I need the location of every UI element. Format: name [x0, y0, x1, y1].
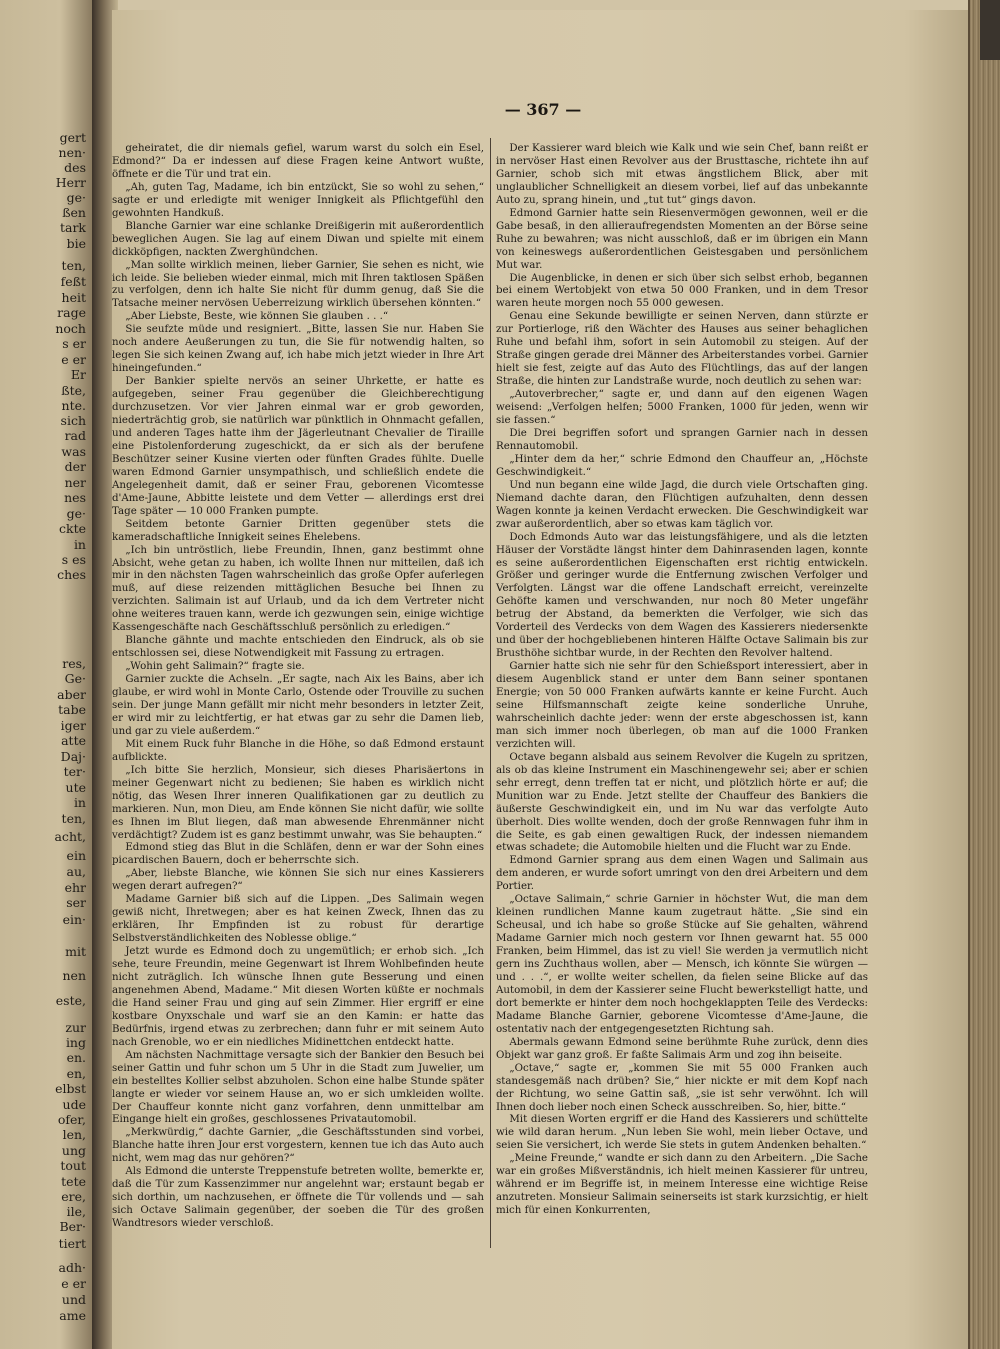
paragraph: Edmond stieg das Blut in die Schläfen, denn er war der Sohn eines picardischen Bauern, doch er beherrschte sich. — [112, 841, 484, 867]
paragraph: Madame Garnier biß sich auf die Lippen. „Des Salimain wegen gewiß nicht, Ihretwegen; aber es hat keinen Zweck, Ihnen das zu erklären, Ihr Empfinden ist zu robust für derartige Selbstverständlichkeiten des Noblesse oblige.“ — [112, 893, 484, 945]
left-page-fragment: ehr — [64, 880, 86, 895]
paragraph: „Man sollte wirklich meinen, lieber Garnier, Sie sehen es nicht, wie ich leide. Sie belieben wieder einmal, mich mit Ihren taktlosen Späßen zu verfolgen, denn ich halte Sie nicht für dumm genug, daß Sie die Tatsache meiner nervösen Ueberreizung wirklich übersehen könnten.“ — [112, 258, 484, 310]
left-page-fragment: iger — [60, 718, 86, 733]
left-page-edge — [0, 0, 100, 1349]
left-page-fragment: len, — [62, 1127, 86, 1142]
left-page-fragment: ile, — [66, 1204, 86, 1219]
left-page-fragment: ckte — [59, 521, 86, 536]
left-page-fragment: und — [61, 1292, 86, 1307]
paragraph: „Hinter dem da her,“ schrie Edmond den Chauffeur an, „Höchste Geschwindigkeit.“ — [496, 452, 868, 478]
left-page-fragment: en. — [66, 1050, 86, 1065]
paragraph: Abermals gewann Edmond seine berühmte Ruhe zurück, denn dies Objekt war ganz groß. Er faßte Salimais Arm und zog ihn beiseite. — [496, 1035, 868, 1061]
left-page-fragment: nte. — [61, 398, 86, 413]
page-block-edge — [968, 0, 1000, 1349]
left-page-fragment: ofer, — [57, 1112, 86, 1127]
paragraph: Mit diesen Worten ergriff er die Hand des Kassierers und schüttelte wie wild daran herum. „Nun leben Sie wohl, mein lieber Octave, und seien Sie versichert, ich werde Sie stets in gutem Andenken behalten.“ — [496, 1113, 868, 1152]
left-page-fragment: ser — [66, 895, 86, 910]
left-page-fragment: ere, — [61, 1189, 86, 1204]
left-page-fragment: feßt — [60, 274, 86, 289]
paragraph: Genau eine Sekunde bewilligte er seinen Nerven, dann stürzte er zur Portierloge, riß den Wächter des Hauses aus seiner behaglichen Ruhe und befahl ihm, sofort in sein Automobil zu steigen. Auf der Straße gingen gerade drei Männer des Arbeiterstandes vorbei. Garnier hielt sie fest, zeigte auf das Auto des Flüchtlings, das auf der langen Straße, die hinten zur Landstraße wurde, noch deutlich zu sehen war: — [496, 310, 868, 388]
left-page-fragment: s er — [62, 336, 86, 351]
left-page-fragment: in — [73, 795, 86, 810]
left-page-fragment: der — [64, 459, 86, 474]
paragraph: Der Kassierer ward bleich wie Kalk und wie sein Chef, bann reißt er in nervöser Hast einen Revolver aus der Brusttasche, richtete ihn auf Garnier, schob sich mit etwas ängstlichem Blick, aber mit unglaublicher Schnelligkeit an diesem vorbei, lief auf das unbekannte Auto zu, sprang hinein, und „tut tut“ gings davon. — [496, 142, 868, 206]
left-page-fragment: tark — [59, 220, 86, 235]
paragraph: „Octave Salimain,“ schrie Garnier in höchster Wut, die man dem kleinen rundlichen Manne kaum zugetraut hätte. „Sie sind ein Scheusal, und ich habe so große Stücke auf Sie gehalten, während Madame Garnier mich noch gestern vor Ihnen gewarnt hat. 55 000 Franken, beim Himmel, das ist zu viel! Sie werden ja vermutlich nicht gern ins Zuchthaus wollen, aber — Mensch, ich könnte Sie würgen — und . . .“, er wollte weiter schellen, da fielen seine Blicke auf das Automobil, in dem der Kassierer seine Flucht bewerkstelligt hatte, und dort bemerkte er hinter dem noch hochgeklappten Teile des Verdecks: Madame Blanche Garnier, geborene Vicomtesse d'Ame-Jaune, die ostentativ nach der entgegengesetzten Richtung sah. — [496, 893, 868, 1035]
paragraph: Doch Edmonds Auto war das leistungsfähigere, und als die letzten Häuser der Vorstädte längst hinter dem Dahinrasenden lagen, konnte es seine außerordentlichen Eigenschaften erst richtig entwickeln. Größer und geringer wurde die Entfernung zwischen Verfolger und Verfolgten. Längst war die offene Landschaft erreicht, vereinzelte Gehöfte kamen und verschwanden, nur noch 80 Meter ungefähr betrug der Abstand, da bemerkten die Verfolger, wie sich das Vorderteil des Verdecks von dem Wagen des Kassierers niedersenkte und über der hochgebliebenen hinteren Hälfte Octave Salimain bis zur Brusthöhe sichtbar wurde, in der Rechten den Revolver haltend. — [496, 530, 868, 660]
left-page-fragment: tabe — [58, 702, 86, 717]
left-page-fragment: ute — [65, 780, 86, 795]
right-page — [112, 10, 974, 1349]
paragraph: Am nächsten Nachmittage versagte sich der Bankier den Besuch bei seiner Gattin und fuhr schon um 5 Uhr in die Stadt zum Juwelier, um ein bestelltes Kollier selbst abzuholen. Schon eine halbe Stunde später langte er wieder vor seinem Hause an, wo er sich umkleiden wollte. Der Chauffeur konnte nicht ganz vorfahren, denn unmittelbar am Eingange hielt ein großes, geschlossenes Privatautomobil. — [112, 1048, 484, 1126]
left-page-fragment: ßte, — [61, 383, 86, 398]
paragraph: Jetzt wurde es Edmond doch zu ungemütlich; er erhob sich. „Ich sehe, teure Freundin, meine Gegenwart ist Ihrem Wohlbefinden heute nicht zuträglich. Ich wünsche Ihnen gute Besserung und einen angenehmen Abend, Madame.“ Mit diesen Worten küßte er nochmals die Hand seiner Frau und ging auf sein Zimmer. Hier ergriff er eine kostbare Onyxschale und warf sie an den Kamin: er hatte das Bedürfnis, irgend etwas zu zerbrechen; dann fuhr er mit seinem Auto nach Grenoble, wo er ein niedliches Midinettchen entdeckt hatte. — [112, 945, 484, 1048]
left-page-fragment: rage — [57, 305, 86, 320]
left-page-fragment: Herr — [55, 175, 86, 190]
left-page-fragment: ing — [65, 1035, 86, 1050]
left-page-fragment: nes — [64, 490, 86, 505]
left-page-fragment: noch — [55, 321, 86, 336]
left-page-fragment: atte — [61, 733, 86, 748]
right-column — [496, 142, 868, 1217]
left-page-fragment: este, — [55, 993, 86, 1008]
left-page-fragment: ter· — [63, 764, 86, 779]
left-page-fragment: Er — [70, 367, 86, 382]
left-page-fragment: ten, — [61, 258, 86, 273]
left-page-fragment: gert — [59, 130, 86, 145]
left-page-fragment: mit — [65, 944, 86, 959]
left-page-fragment: Ber· — [59, 1219, 86, 1234]
left-page-fragment: heit — [61, 290, 86, 305]
paragraph: Mit einem Ruck fuhr Blanche in die Höhe, so daß Edmond erstaunt aufblickte. — [112, 737, 484, 763]
paragraph: Der Bankier spielte nervös an seiner Uhrkette, er hatte es aufgegeben, seiner Frau gegenüber die Gleichberechtigung durchzusetzen. Vor vier Jahren einmal war er grob geworden, niederträchtig grob, sie natürlich war pünktlich in Ohnmacht gefallen, und anderen Tages hatte ihm der Jägerleutnant Chevalier de Tiraille eine Pistolenforderung zugeschickt, da er sich als der berufene Beschützer seiner Kusine vierten oder fünften Grades fühlte. Duelle waren Edmond Garnier unsympathisch, und schließlich endete die Angelegenheit damit, daß er seiner Frau, geborenen Vicomtesse d'Ame-Jaune, Abbitte leistete und dem Vetter — allerdings erst drei Tage später — 10 000 Franken pumpte. — [112, 375, 484, 517]
left-page-fragment: Daj· — [60, 749, 86, 764]
left-page-fragment: des — [64, 160, 86, 175]
left-page-fragment: ein· — [62, 912, 86, 927]
left-page-fragment: tout — [60, 1158, 86, 1173]
paragraph: Blanche gähnte und machte entschieden den Eindruck, als ob sie entschlossen sei, diese Notwendigkeit mit Fassung zu ertragen. — [112, 634, 484, 660]
left-page-fragment: ein — [66, 848, 86, 863]
paragraph: Edmond Garnier sprang aus dem einen Wagen und Salimain aus dem anderen, er wurde sofort umringt von den drei Arbeitern und dem Portier. — [496, 854, 868, 893]
left-page-fragment: in — [73, 537, 86, 552]
paragraph: „Aber, liebste Blanche, wie können Sie sich nur eines Kassierers wegen derart aufregen?“ — [112, 867, 484, 893]
paragraph: Seitdem betonte Garnier Dritten gegenüber stets die kameradschaftliche Innigkeit seines Ehelebens. — [112, 517, 484, 543]
left-page-fragment: bie — [66, 236, 86, 251]
page-number: — 367 — — [504, 100, 582, 119]
left-page-fragment: acht, — [54, 829, 86, 844]
left-page-fragment: ßen — [62, 205, 86, 220]
background-corner — [980, 0, 1000, 60]
paragraph: Garnier zuckte die Achseln. „Er sagte, nach Aix les Bains, aber ich glaube, er wird wohl in Monte Carlo, Ostende oder Trouville zu suchen sein. Der junge Mann gefällt mir nicht mehr besonders in letzter Zeit, er wird mir zu leichtfertig, er hat etwas gar zu sehr die Damen lieb, und gar zu viele außerdem.“ — [112, 673, 484, 737]
column-rule — [490, 138, 491, 1248]
left-page-fragment: ten, — [61, 811, 86, 826]
paragraph: „Octave,“ sagte er, „kommen Sie mit 55 000 Franken auch standesgemäß nach drüben? Sie,“ hier nickte er mit dem Kopf nach der Richtung, wo seine Gattin saß, „sie ist sehr verwöhnt. Ich will Ihnen doch lieber noch einen Scheck ausschreiben. So, hier, bitte.“ — [496, 1061, 868, 1113]
left-page-fragment: ame — [59, 1308, 86, 1323]
paragraph: „Aber Liebste, Beste, wie können Sie glauben . . .“ — [125, 310, 389, 323]
left-page-fragment: s es — [61, 552, 86, 567]
left-page-fragment: ner — [64, 475, 86, 490]
left-page-fragment: rad — [64, 428, 86, 443]
left-page-fragment: elbst — [55, 1081, 86, 1096]
left-page-fragment: ches — [57, 567, 86, 582]
left-page-fragment: ge· — [66, 506, 86, 521]
paragraph: Edmond Garnier hatte sein Riesenvermögen gewonnen, weil er die Gabe besaß, in den allieraufregendsten Momenten an der Börse seine Ruhe zu bewahren; was nicht ausschloß, daß er im übrigen ein Mann von keineswegs außerordentlichen Geistesgaben und persönlichem Mut war. — [496, 206, 868, 271]
left-page-fragment: sich — [60, 413, 86, 428]
paragraph: Die Augenblicke, in denen er sich über sich selbst erhob, begannen bei einem Wertobjekt von etwa 50 000 Franken, und in dem Tresor waren heute morgen noch 55 000 gewesen. — [496, 271, 868, 310]
left-page-fragment: ude — [62, 1097, 86, 1112]
left-page-fragment: Ge· — [64, 671, 86, 686]
left-page-fragment: en, — [66, 1066, 86, 1081]
left-page-fragment: tiert — [58, 1236, 86, 1251]
left-page-fragment: e er — [61, 1276, 86, 1291]
paragraph: „Wohin geht Salimain?“ fragte sie. — [125, 660, 305, 673]
left-page-fragment: adh· — [58, 1260, 86, 1275]
left-page-fragment: zur — [65, 1020, 86, 1035]
left-column — [112, 142, 484, 1230]
paragraph: „Merkwürdig,“ dachte Garnier, „die Geschäftsstunden sind vorbei, Blanche hatte ihren Jour erst vorgestern, kennen tue ich das Auto auch nicht, wem mag das nur gehören?“ — [112, 1126, 484, 1165]
paragraph: Blanche Garnier war eine schlanke Dreißigerin mit außerordentlich beweglichen Augen. Sie lag auf einem Diwan und spielte mit einem dickköpfigen, nackten Zwerghündchen. — [112, 219, 484, 258]
left-page-fragment: e er — [61, 352, 86, 367]
paragraph: Octave begann alsbald aus seinem Revolver die Kugeln zu spritzen, als ob das kleine Instrument ein Maschinengewehr sei; aber er schien sehr erregt, denn treffen tat er nicht, und plötzlich hörte er auf; die Munition war zu Ende. Jetzt stellte der Chauffeur des Bankiers die äußerste Geschwindigkeit ein, und im Nu war das verfolgte Auto überholt. Dies wollte wenden, doch der große Rennwagen fuhr ihm in die Seite, es gab einen gewaltigen Ruck, der indessen niemandem etwas schadete; die Automobile hielten und die Flucht war zu Ende. — [496, 750, 868, 854]
paragraph: Die Drei begriffen sofort und sprangen Garnier nach in dessen Rennautomobil. — [496, 426, 868, 452]
paragraph: geheiratet, die dir niemals gefiel, warum warst du solch ein Esel, Edmond?“ Da er indessen auf diese Fragen keine Antwort wußte, öffnete er die Tür und trat ein. — [112, 142, 484, 180]
paragraph: „Autoverbrecher,“ sagte er, und dann auf den eigenen Wagen weisend: „Verfolgen helfen; 5000 Franken, 1000 für jeden, wenn wir sie fassen.“ — [496, 388, 868, 427]
left-page-fragment: was — [61, 444, 86, 459]
left-page-fragment: nen — [62, 968, 86, 983]
left-page-fragment: au, — [66, 864, 86, 879]
paragraph: Sie seufzte müde und resigniert. „Bitte, lassen Sie nur. Haben Sie noch andere Aeußerungen zu tun, die Sie für notwendig halten, so legen Sie sich keinen Zwang auf, ich habe mich jetzt wieder in Ihre Art hineingefunden.“ — [112, 323, 484, 375]
left-page-fragment: tete — [61, 1174, 86, 1189]
paragraph: „Meine Freunde,“ wandte er sich dann zu den Arbeitern. „Die Sache war ein großes Mißverständnis, ich hielt meinen Kassierer für untreu, während er im Begriffe ist, in meinem Interesse eine wichtige Reise anzutreten. Monsieur Salimain seinerseits ist stark kurzsichtig, er hielt mich für einen Konkurrenten, — [496, 1152, 868, 1217]
left-page-fragment: aber — [57, 687, 86, 702]
paragraph: Und nun begann eine wilde Jagd, die durch viele Ortschaften ging. Niemand dachte daran, den Flüchtigen aufzuhalten, denn dessen Wagen konnte ja keinen Verdacht erwecken. Die Geschwindigkeit war zwar außerordentlich, aber so etwas kam täglich vor. — [496, 478, 868, 530]
left-page-fragment: nen· — [58, 145, 86, 160]
paragraph: „Ich bitte Sie herzlich, Monsieur, sich dieses Pharisäertons in meiner Gegenwart nicht zu bedienen; Sie haben es wirklich nicht nötig, das Wesen Ihrer inneren Qualifikationen gar zu deutlich zu markieren. Nun, mon Dieu, am Ende können Sie nicht dafür, wie sollte es Ihnen im Blut liegen, daß man abwesende Ehrenmänner nicht verdächtigt? Zudem ist es ganz bestimmt unwahr, was Sie behaupten.“ — [112, 763, 484, 841]
left-page-fragment: res, — [62, 656, 86, 671]
left-page-fragment: ung — [61, 1143, 86, 1158]
paragraph: Als Edmond die unterste Treppenstufe betreten wollte, bemerkte er, daß die Tür zum Kassenzimmer nur angelehnt war; erstaunt begab er sich dorthin, um nachzusehen, er öffnete die Tür vollends und — sah sich Octave Salimain gegenüber, der soeben die Tür des großen Wandtresors wieder verschloß. — [112, 1165, 484, 1230]
paragraph: „Ah, guten Tag, Madame, ich bin entzückt, Sie so wohl zu sehen,“ sagte er und erledigte mit weniger Innigkeit als Pflichtgefühl den gewohnten Handkuß. — [112, 180, 484, 219]
left-page-fragment: ge· — [66, 190, 86, 205]
paragraph: Garnier hatte sich nie sehr für den Schießsport interessiert, aber in diesem Augenblick stand er unter dem Bann seiner spontanen Energie; von 50 000 Franken aufwärts kannte er keine Furcht. Auch seine Hilfsmannschaft zeigte keine sonderliche Unruhe, wahrscheinlich dachte jeder: wenn der erste abgeschossen ist, kann man sich immer noch überlegen, ob man auf die 1000 Franken verzichten will. — [496, 660, 868, 750]
paragraph: „Ich bin untröstlich, liebe Freundin, Ihnen, ganz bestimmt ohne Absicht, wehe getan zu haben, ich wollte Ihnen nur mitteilen, daß ich mir in den nächsten Tagen wahrscheinlich das große Opfer auferlegen muß, auf diese reizenden mittäglichen Besuche bei Ihnen zu verzichten. Salimain ist auf Urlaub, und da ich dem Vertreter nicht ohne weiteres trauen kann, werde ich gezwungen sein, einige wichtige Kassengeschäfte nach Geschäftsschluß persönlich zu erledigen.“ — [112, 543, 484, 634]
